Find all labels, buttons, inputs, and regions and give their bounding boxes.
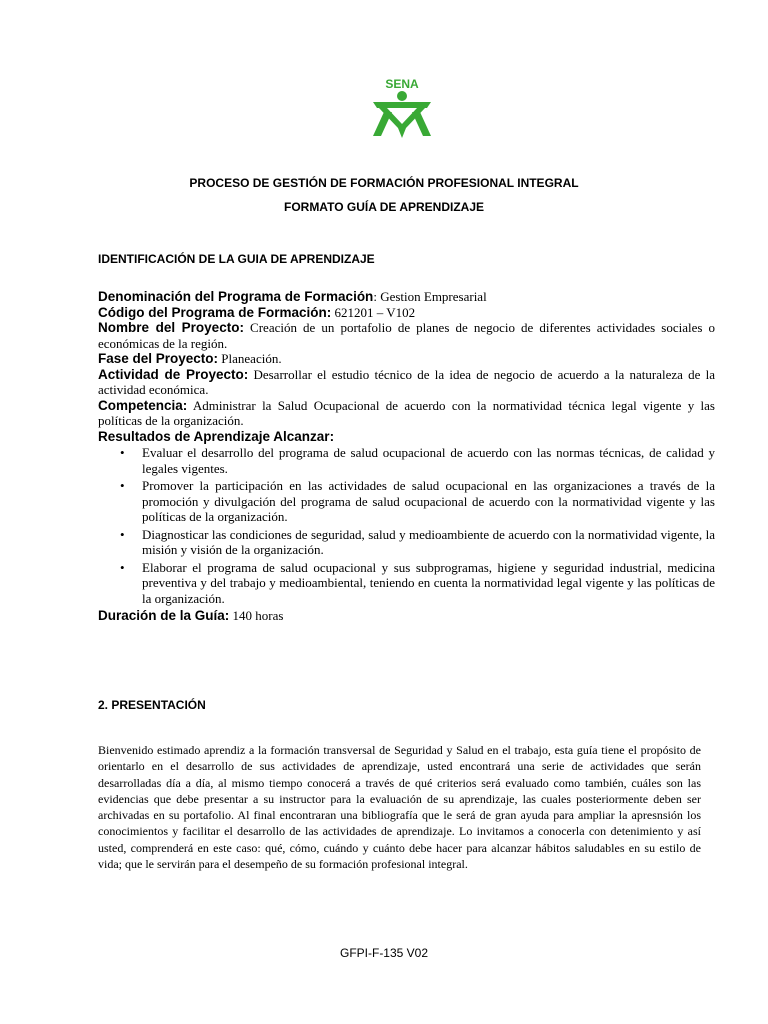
field-label: Actividad de Proyecto: <box>98 366 249 382</box>
list-item: • Elaborar el programa de salud ocupacional y sus subprogramas, higiene y seguridad industrial, medicina preventiva y del trabajo y medioambiental, teniendo en cuenta la normatividad legal vigente y las políticas de la organización. <box>142 560 715 607</box>
list-item: • Promover la participación en las actividades de salud ocupacional en las organizaciones a través de la promoción y divulgación del programa de salud ocupacional de acuerdo con la normatividad vigente y las políticas de la organización. <box>142 478 715 525</box>
field-label: Denominación del Programa de Formación <box>98 289 374 304</box>
field-label: Competencia: <box>98 397 188 413</box>
field-value: Desarrollar el estudio técnico de la idea de negocio de acuerdo a la naturaleza de la actividad económica. <box>98 366 715 397</box>
sena-logo-text: SENA <box>385 77 419 91</box>
sena-logo <box>370 76 434 140</box>
list-item: • Diagnosticar las condiciones de seguridad, salud y medioambiente de acuerdo con la normatividad vigente, la misión y visión de la organización. <box>142 527 715 558</box>
field-project-name <box>98 320 715 351</box>
results-label: Resultados de Aprendizaje Alcanzar: <box>98 428 335 444</box>
field-project-activity <box>98 367 715 398</box>
field-value: Planeación. <box>221 351 282 366</box>
document-title: PROCESO DE GESTIÓN DE FORMACIÓN PROFESIONAL INTEGRAL <box>189 176 579 190</box>
field-label: Duración de la Guía: <box>98 608 230 623</box>
results-heading <box>98 429 715 445</box>
field-program-name: Denominación del Programa de Formación: Gestion Empresarial <box>98 289 487 304</box>
field-label: Código del Programa de Formación: <box>98 304 332 320</box>
field-competence <box>98 398 715 429</box>
field-value: Gestion Empresarial <box>380 289 487 304</box>
results-list <box>98 445 715 606</box>
footer-code: GFPI-F-135 V02 <box>339 946 429 960</box>
field-value: Administrar la Salud Ocupacional de acuerdo con la normatividad técnica legal vigente y las políticas de la organización. <box>98 397 715 428</box>
presentation-heading: 2. PRESENTACIÓN <box>98 698 206 712</box>
field-label: Nombre del Proyecto: <box>98 320 244 335</box>
list-item: • Evaluar el desarrollo del programa de salud ocupacional de acuerdo con las normas técnicas, de calidad y legales vigentes. <box>142 445 715 476</box>
field-value: Creación de un portafolio de planes de negocio de diferentes actividades sociales o económicas de la región. <box>98 320 716 351</box>
field-program-code <box>98 305 715 321</box>
field-value: 140 horas <box>232 608 284 623</box>
field-value: 621201 – V102 <box>334 304 416 320</box>
presentation-body: Bienvenido estimado aprendiz a la formación transversal de Seguridad y Salud en el trabajo, esta guía tiene el propósito de orientarlo en el desarrollo de sus actividades de aprendizaje, usted encontrará una serie de actividades que serán desarrolladas día a día, al mismo tiempo conocerá a través de qué criterios será evaluado como también, cuáles son las evidencias que debe presentar a su instructor para la evaluación de su aprendizaje, las cuales posteriormente deben ser archivadas en su portafolio. Al final encontraran una bibliografía que le será de gran ayuda para ampliar la apresnsión los conocimientos y facilitar el desarrollo de las actividades de aprendizaje. Lo invitamos a conocerla con detenimiento y así usted, comprenderá en este caso: qué, cómo, cuándo y cuánto debe hacer para alcanzar hábitos saludables en su estilo de vida; que le servirán para el desempeño de su formación profesional integral. <box>98 743 701 872</box>
identification-heading: IDENTIFICACIÓN DE LA GUIA DE APRENDIZAJE <box>98 252 375 266</box>
identification-section <box>98 289 715 624</box>
field-duration <box>98 608 715 624</box>
document-subtitle: FORMATO GUÍA DE APRENDIZAJE <box>283 200 484 214</box>
field-label: Fase del Proyecto: <box>98 351 219 366</box>
field-project-phase <box>98 351 715 367</box>
